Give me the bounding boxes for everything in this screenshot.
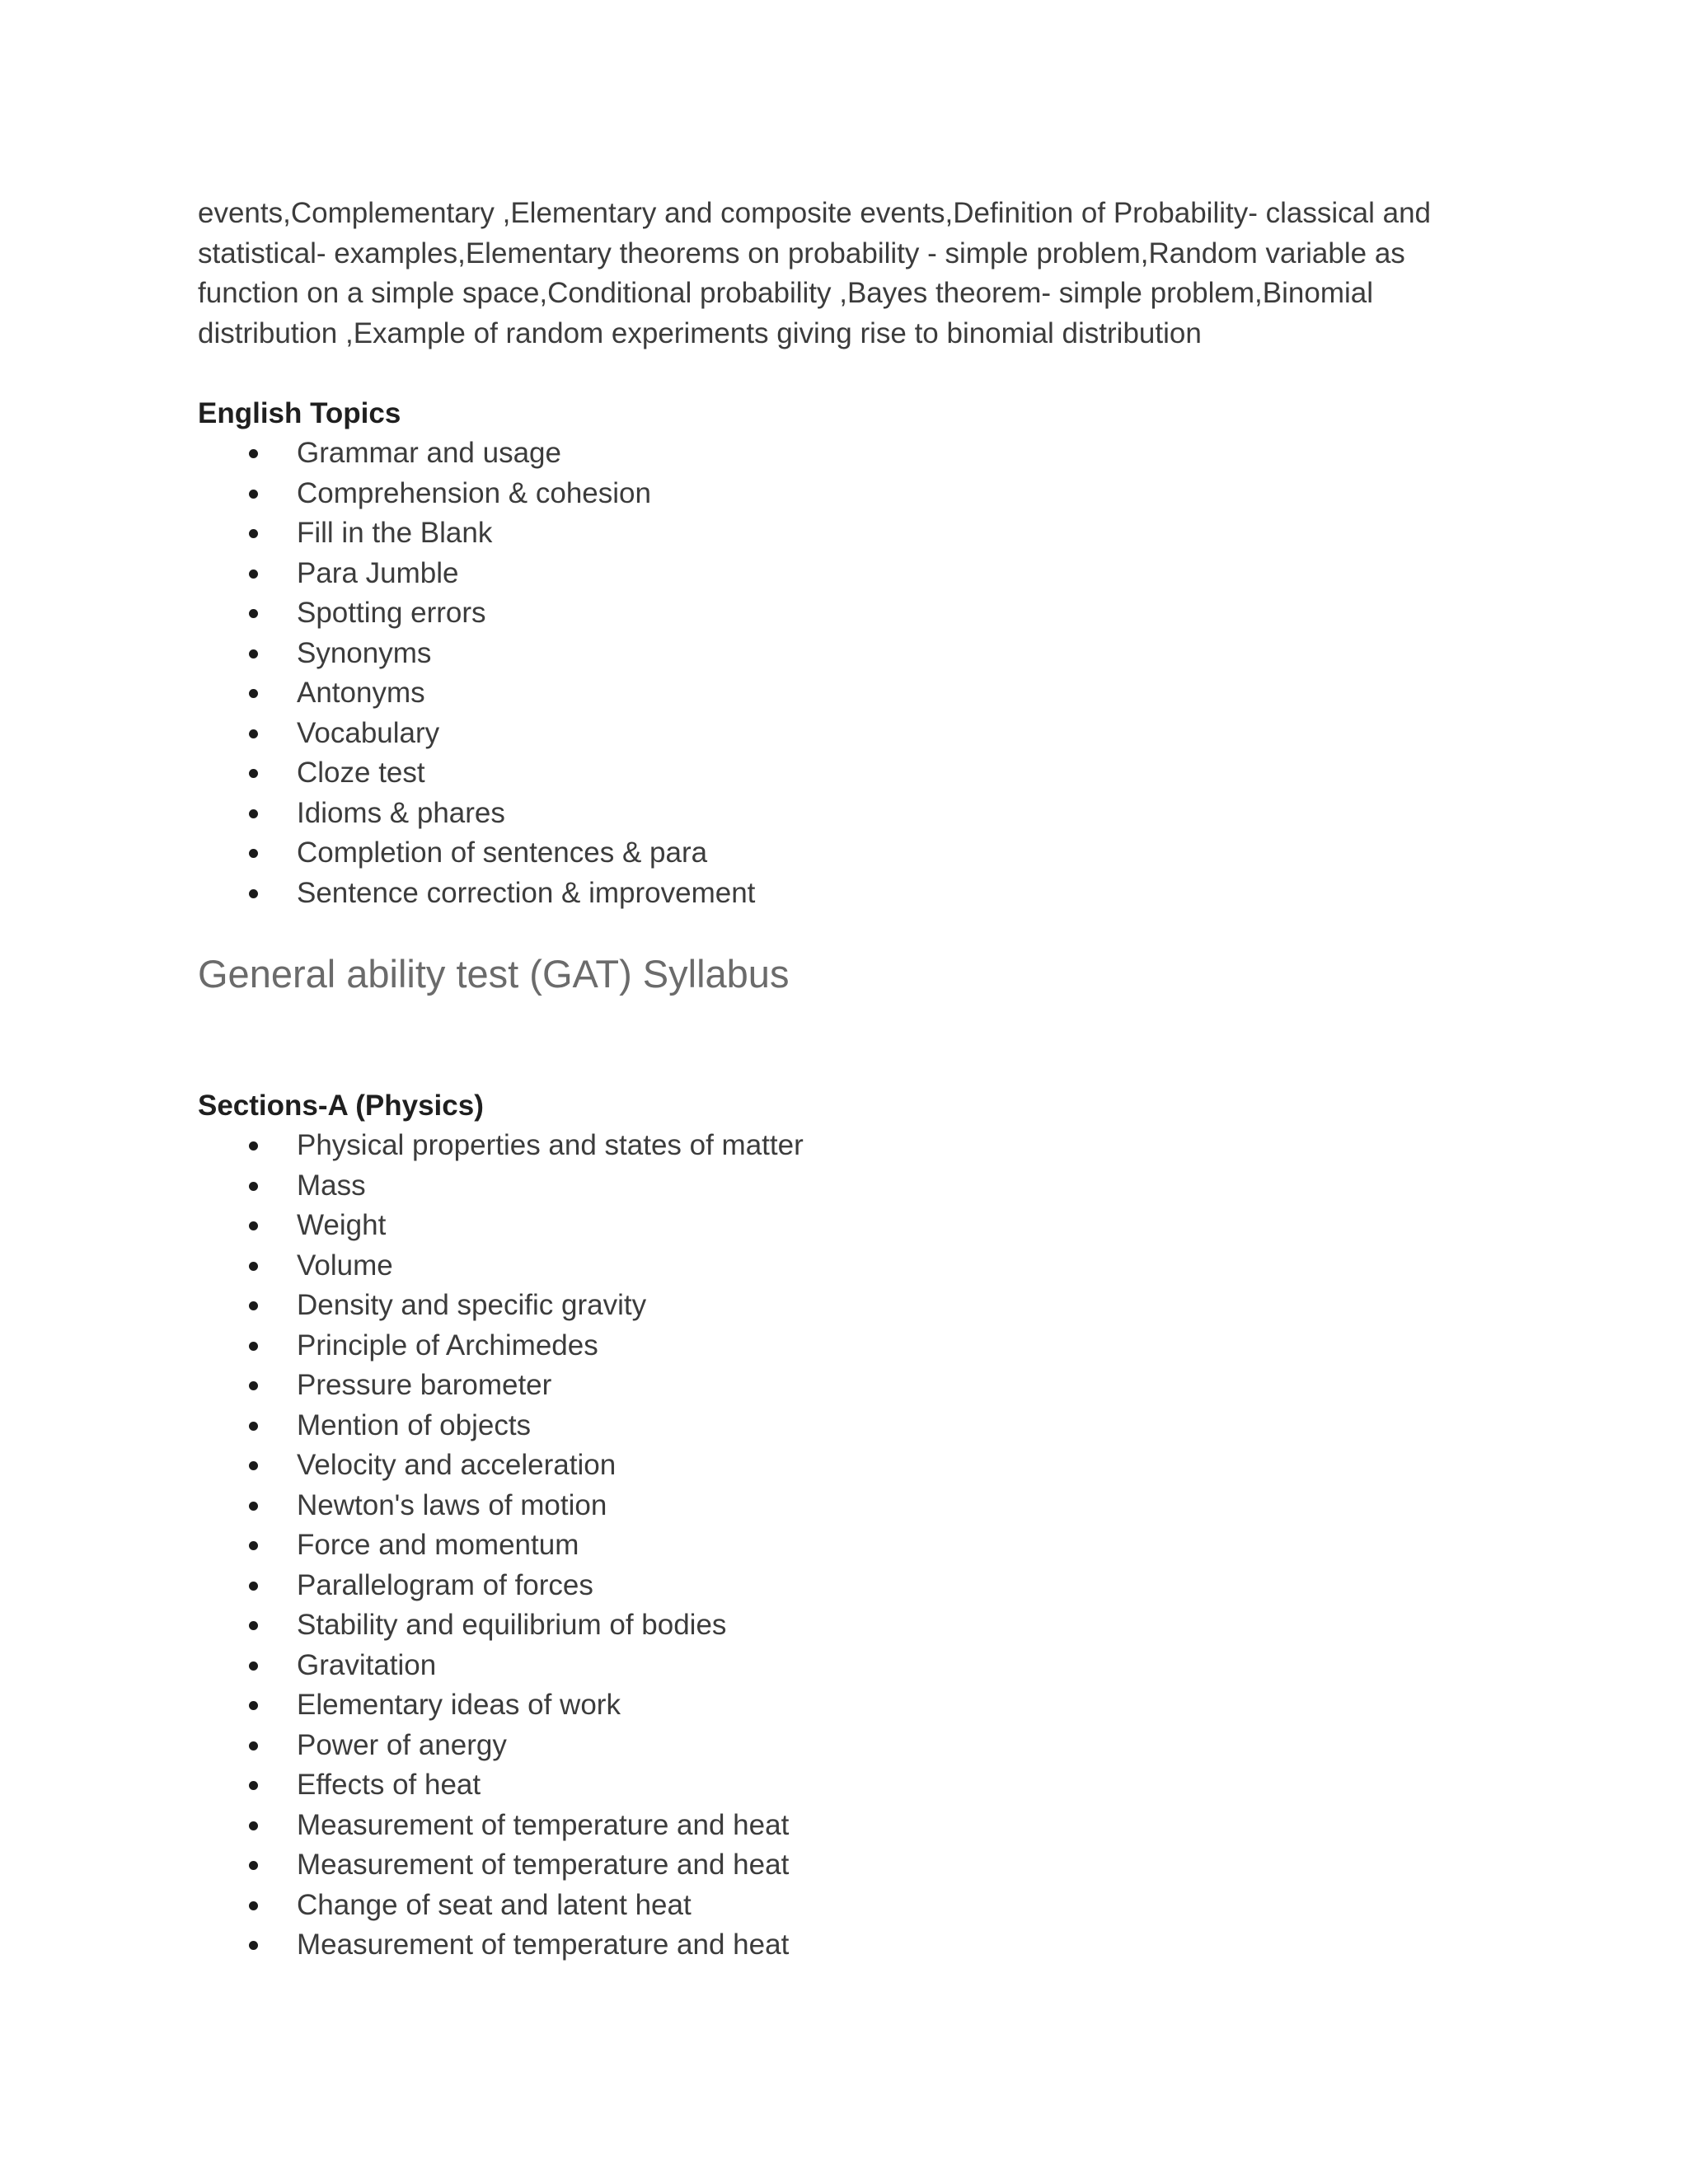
bullet-icon xyxy=(249,1661,258,1671)
list-item-text: Gravitation xyxy=(297,1648,437,1681)
bullet-icon xyxy=(249,1901,258,1910)
bullet-icon xyxy=(249,769,258,778)
bullet-icon xyxy=(249,729,258,738)
bullet-icon xyxy=(249,1141,258,1151)
bullet-icon xyxy=(249,609,258,618)
bullet-icon xyxy=(249,649,258,658)
bullet-icon xyxy=(249,569,258,579)
bullet-icon xyxy=(249,1381,258,1390)
list-item-text: Volume xyxy=(297,1249,393,1282)
bullet-icon xyxy=(249,1621,258,1630)
list-item-text: Principle of Archimedes xyxy=(297,1329,598,1361)
list-item-text: Para Jumble xyxy=(297,556,459,589)
list-item-text: Parallelogram of forces xyxy=(297,1568,593,1601)
list-item-text: Measurement of temperature and heat xyxy=(297,1849,790,1881)
bullet-icon xyxy=(249,1461,258,1470)
bullet-icon xyxy=(249,1582,258,1591)
list-item-text: Comprehension & cohesion xyxy=(297,476,651,509)
probability-topics-paragraph: events,Complementary ,Elementary and composite events,Definition of Probability- classical and statistical- examples,Elementary theorems on probability - simple problem,Random variable as function on a simple space,Conditional probability ,Bayes theorem- simple problem,Binomial distribution ,Example of random experiments giving rise to binomial distribution xyxy=(198,197,1431,349)
list-item-text: Mention of objects xyxy=(297,1408,532,1441)
list-item-text: Power of anergy xyxy=(297,1728,507,1761)
bullet-icon xyxy=(249,449,258,458)
bullet-icon xyxy=(249,889,258,898)
list-item-text: Measurement of temperature and heat xyxy=(297,1808,790,1841)
list-item-text: Force and momentum xyxy=(297,1529,579,1561)
bullet-icon xyxy=(249,1422,258,1431)
bullet-icon xyxy=(249,849,258,858)
bullet-icon xyxy=(249,490,258,499)
bullet-icon xyxy=(249,1502,258,1511)
list-item-text: Spotting errors xyxy=(297,597,486,629)
gat-syllabus-title: General ability test (GAT) Syllabus xyxy=(198,952,790,996)
list-item-text: Weight xyxy=(297,1209,387,1241)
list-item-text: Fill in the Blank xyxy=(297,517,493,549)
list-item-text: Measurement of temperature and heat xyxy=(297,1929,790,1961)
physics-section-heading: Sections-A (Physics) xyxy=(198,1090,484,1122)
list-item-text: Newton's laws of motion xyxy=(297,1488,607,1521)
bullet-icon xyxy=(249,529,258,538)
bullet-icon xyxy=(249,1262,258,1271)
list-item-text: Sentence correction & improvement xyxy=(297,876,756,909)
bullet-icon xyxy=(249,1221,258,1230)
list-item-text: Effects of heat xyxy=(297,1769,481,1801)
list-item-text: Cloze test xyxy=(297,757,425,789)
list-item-text: Pressure barometer xyxy=(297,1369,552,1401)
list-item-text: Velocity and acceleration xyxy=(297,1449,617,1481)
english-topics-heading: English Topics xyxy=(198,397,401,429)
list-item-text: Idioms & phares xyxy=(297,796,505,829)
bullet-icon xyxy=(249,1701,258,1710)
bullet-icon xyxy=(249,1861,258,1870)
list-item-text: Physical properties and states of matter xyxy=(297,1129,804,1161)
bullet-icon xyxy=(249,1781,258,1790)
list-item-text: Density and specific gravity xyxy=(297,1289,647,1321)
list-item-text: Change of seat and latent heat xyxy=(297,1888,692,1921)
list-item-text: Completion of sentences & para xyxy=(297,837,708,869)
bullet-icon xyxy=(249,1541,258,1550)
list-item-text: Elementary ideas of work xyxy=(297,1689,621,1721)
list-item-text: Mass xyxy=(297,1169,366,1202)
bullet-icon xyxy=(249,1741,258,1750)
list-item-text: Vocabulary xyxy=(297,716,440,749)
bullet-icon xyxy=(249,1941,258,1950)
bullet-icon xyxy=(249,1342,258,1351)
list-item-text: Grammar and usage xyxy=(297,437,561,469)
list-item-text: Stability and equilibrium of bodies xyxy=(297,1609,727,1641)
bullet-icon xyxy=(249,1182,258,1191)
list-item-text: Synonyms xyxy=(297,636,432,669)
bullet-icon xyxy=(249,809,258,818)
bullet-icon xyxy=(249,1301,258,1310)
list-item-text: Antonyms xyxy=(297,677,425,709)
bullet-icon xyxy=(249,689,258,698)
bullet-icon xyxy=(249,1821,258,1830)
